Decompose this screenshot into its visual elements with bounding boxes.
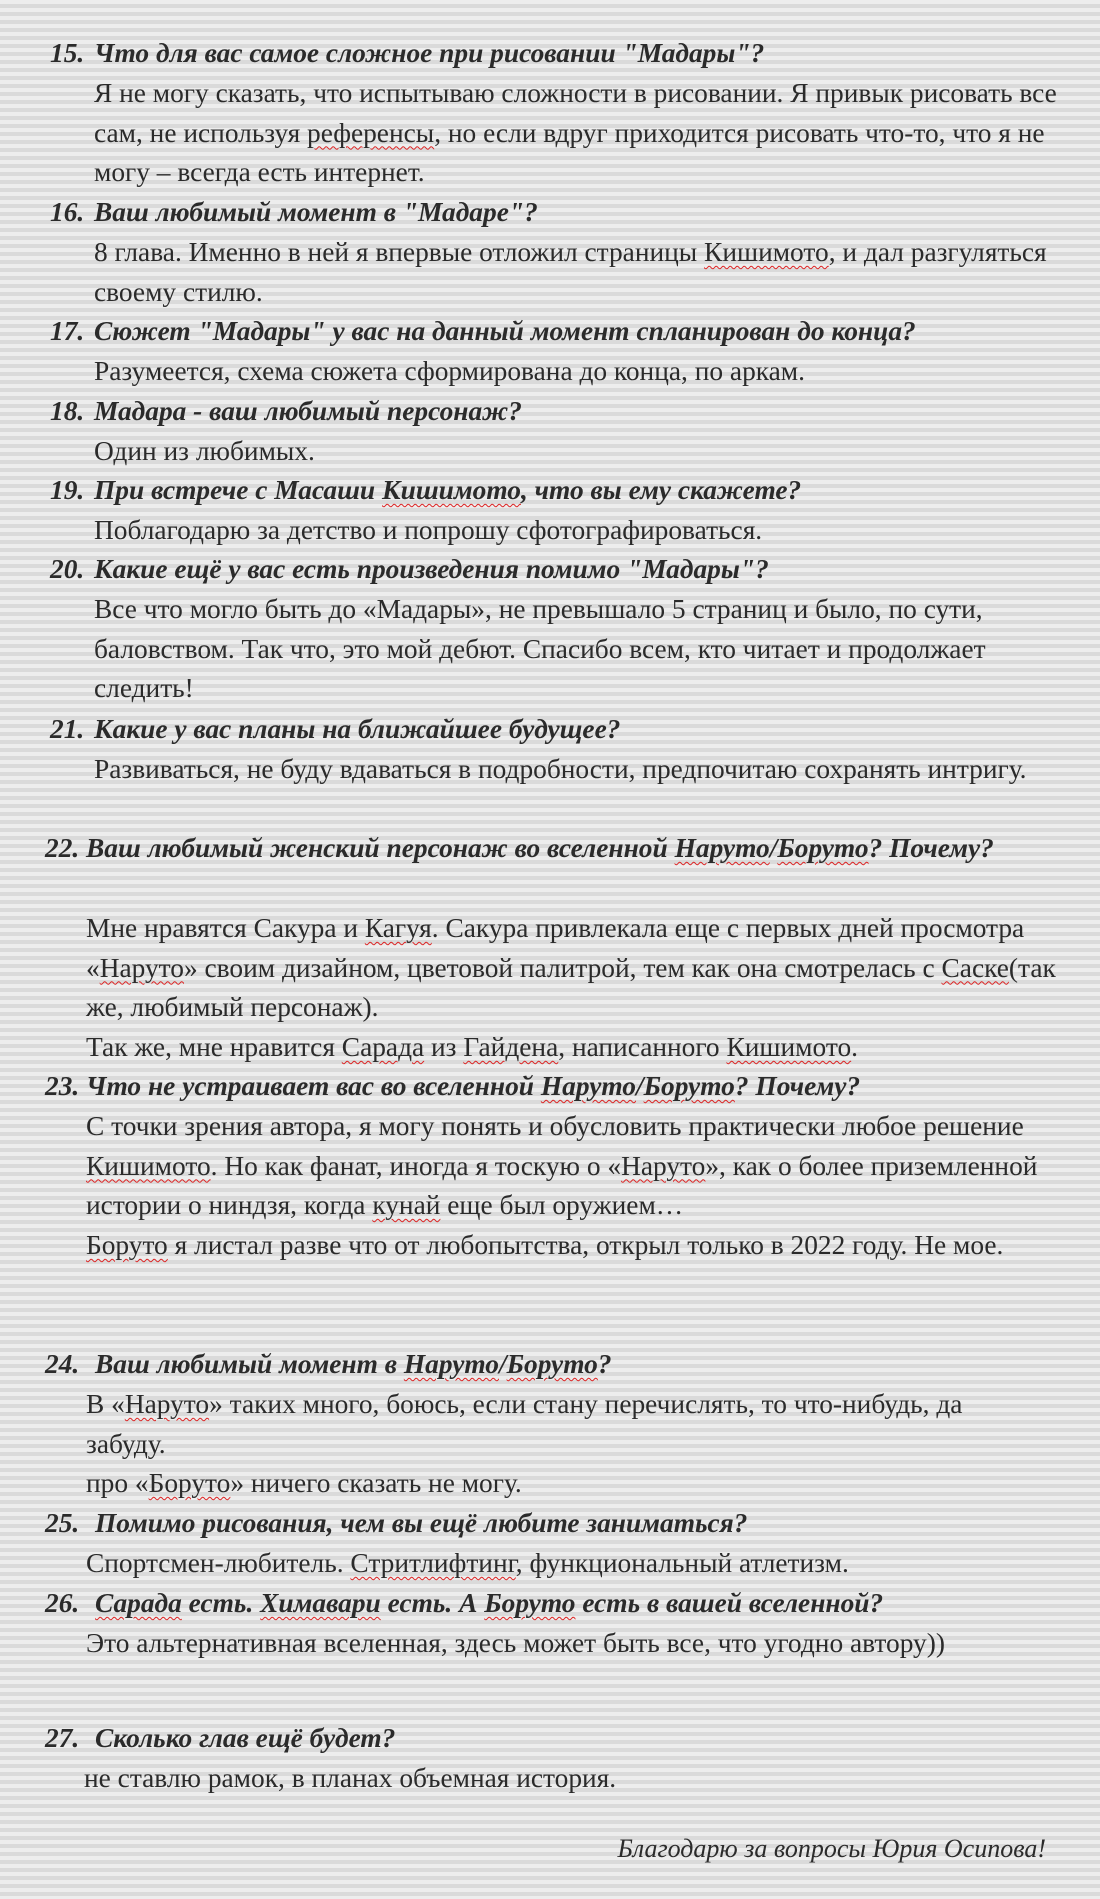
answer [84,1759,1074,1799]
answer [94,233,1084,312]
question-text: Ваш любимый момент в "Мадаре"? [94,197,538,227]
question-number: 15. [50,38,85,68]
question-number: 23. [45,1071,80,1101]
question-text: Ваш любимый женский персонаж во вселенной Наруто/Боруто? Почему? [86,833,994,863]
question-number: 27. [45,1723,80,1753]
answer-paragraph: Один из любимых. [94,436,315,466]
answer [94,352,1084,392]
answer [86,1624,1046,1664]
answer-paragraph: Все что могло быть до «Мадары», не превышало 5 страниц и было, по сути, баловством. Так что, это мой дебют. Спасибо всем, кто читает и продолжает следить! [94,594,986,704]
answer [94,511,1084,551]
answer-paragraph: Спортсмен-любитель. Стритлифтинг, функциональный атлетизм. [86,1548,849,1578]
answer [94,590,1084,709]
answer-paragraph: про «Боруто» ничего сказать не могу. [86,1468,522,1499]
question-number: 26. [45,1588,80,1618]
question-text: Сколько глав ещё будет? [95,1723,396,1753]
answer [86,1385,1006,1504]
question-text: Сарада есть. Химавари есть. А Боруто есть в вашей вселенной? [95,1588,884,1618]
question-number: 24. [45,1349,80,1379]
question-number: 17. [50,316,85,346]
answer-paragraph: Это альтернативная вселенная, здесь может быть все, что угодно автору)) [86,1628,945,1658]
question-text: При встрече с Масаши Кишимото, что вы ему скажете? [94,475,802,505]
answer-paragraph: Разумеется, схема сюжета сформирована до конца, по аркам. [94,356,805,386]
question-number: 22. [45,833,80,863]
signature: Благодарю за вопросы Юрия Осипова! [617,1834,1046,1863]
answer-paragraph: Поблагодарю за детство и попрошу сфотографироваться. [94,515,763,545]
answer-paragraph: 8 глава. Именно в ней я впервые отложил страницы Кишимото, и дал разгуляться своему стилю. [94,237,1047,307]
question-number: 21. [50,714,85,744]
answer-paragraph: Боруто я листал разве что от любопытства, открыл только в 2022 году. Не мое. [86,1229,1004,1260]
question-text: Помимо рисования, чем вы ещё любите заниматься? [95,1508,748,1538]
answer-paragraph: В «Наруто» таких много, боюсь, если стану перечислять, то что-нибудь, да забуду. [86,1389,963,1459]
question-text: Что не устраивает вас во вселенной Наруто/Боруто? Почему? [86,1071,861,1101]
answer [94,432,1084,472]
answer-paragraph: не ставлю рамок, в планах объемная история. [84,1763,617,1793]
answer-paragraph: Я не могу сказать, что испытываю сложности в рисовании. Я привык рисовать все сам, не используя референсы, но если вдруг приходится рисовать что-то, что я не могу – всегда есть интернет. [94,78,1057,188]
question-number: 16. [50,197,85,227]
question-number: 19. [50,475,85,505]
question-text: Что для вас самое сложное при рисовании "Мадары"? [94,38,765,68]
question-number: 20. [50,554,85,584]
answer [94,74,1084,193]
answer-paragraph: Так же, мне нравится Сарада из Гайдена, написанного Кишимото. [86,1031,858,1062]
question-number: 25. [45,1508,80,1538]
question-text: Какие у вас планы на ближайшее будущее? [94,714,621,744]
question-text: Сюжет "Мадары" у вас на данный момент спланирован до конца? [94,316,916,346]
answer-paragraph: С точки зрения автора, я могу понять и обусловить практически любое решение Кишимото. Но как фанат, иногда я тоскую о «Наруто», как о более приземленной истории о ниндзя, когда кунай еще был оружием… [86,1111,1038,1221]
answer [86,1107,1076,1265]
question-text: Мадара - ваш любимый персонаж? [94,396,522,426]
question-number: 18. [50,396,85,426]
question-text: Какие ещё у вас есть произведения помимо "Мадары"? [94,554,769,584]
answer-paragraph: Мне нравятся Сакура и Кагуя. Сакура привлекала еще с первых дней просмотра «Наруто» своим дизайном, цветовой палитрой, тем как она смотрелась с Саске(так же, любимый персонаж). [86,913,1056,1023]
answer [86,1544,1076,1584]
answer [86,909,1076,1067]
question-text: Ваш любимый момент в Наруто/Боруто? [95,1349,612,1379]
answer [94,750,1084,790]
answer-paragraph: Развиваться, не буду вдаваться в подробности, предпочитаю сохранять интригу. [94,754,1027,784]
